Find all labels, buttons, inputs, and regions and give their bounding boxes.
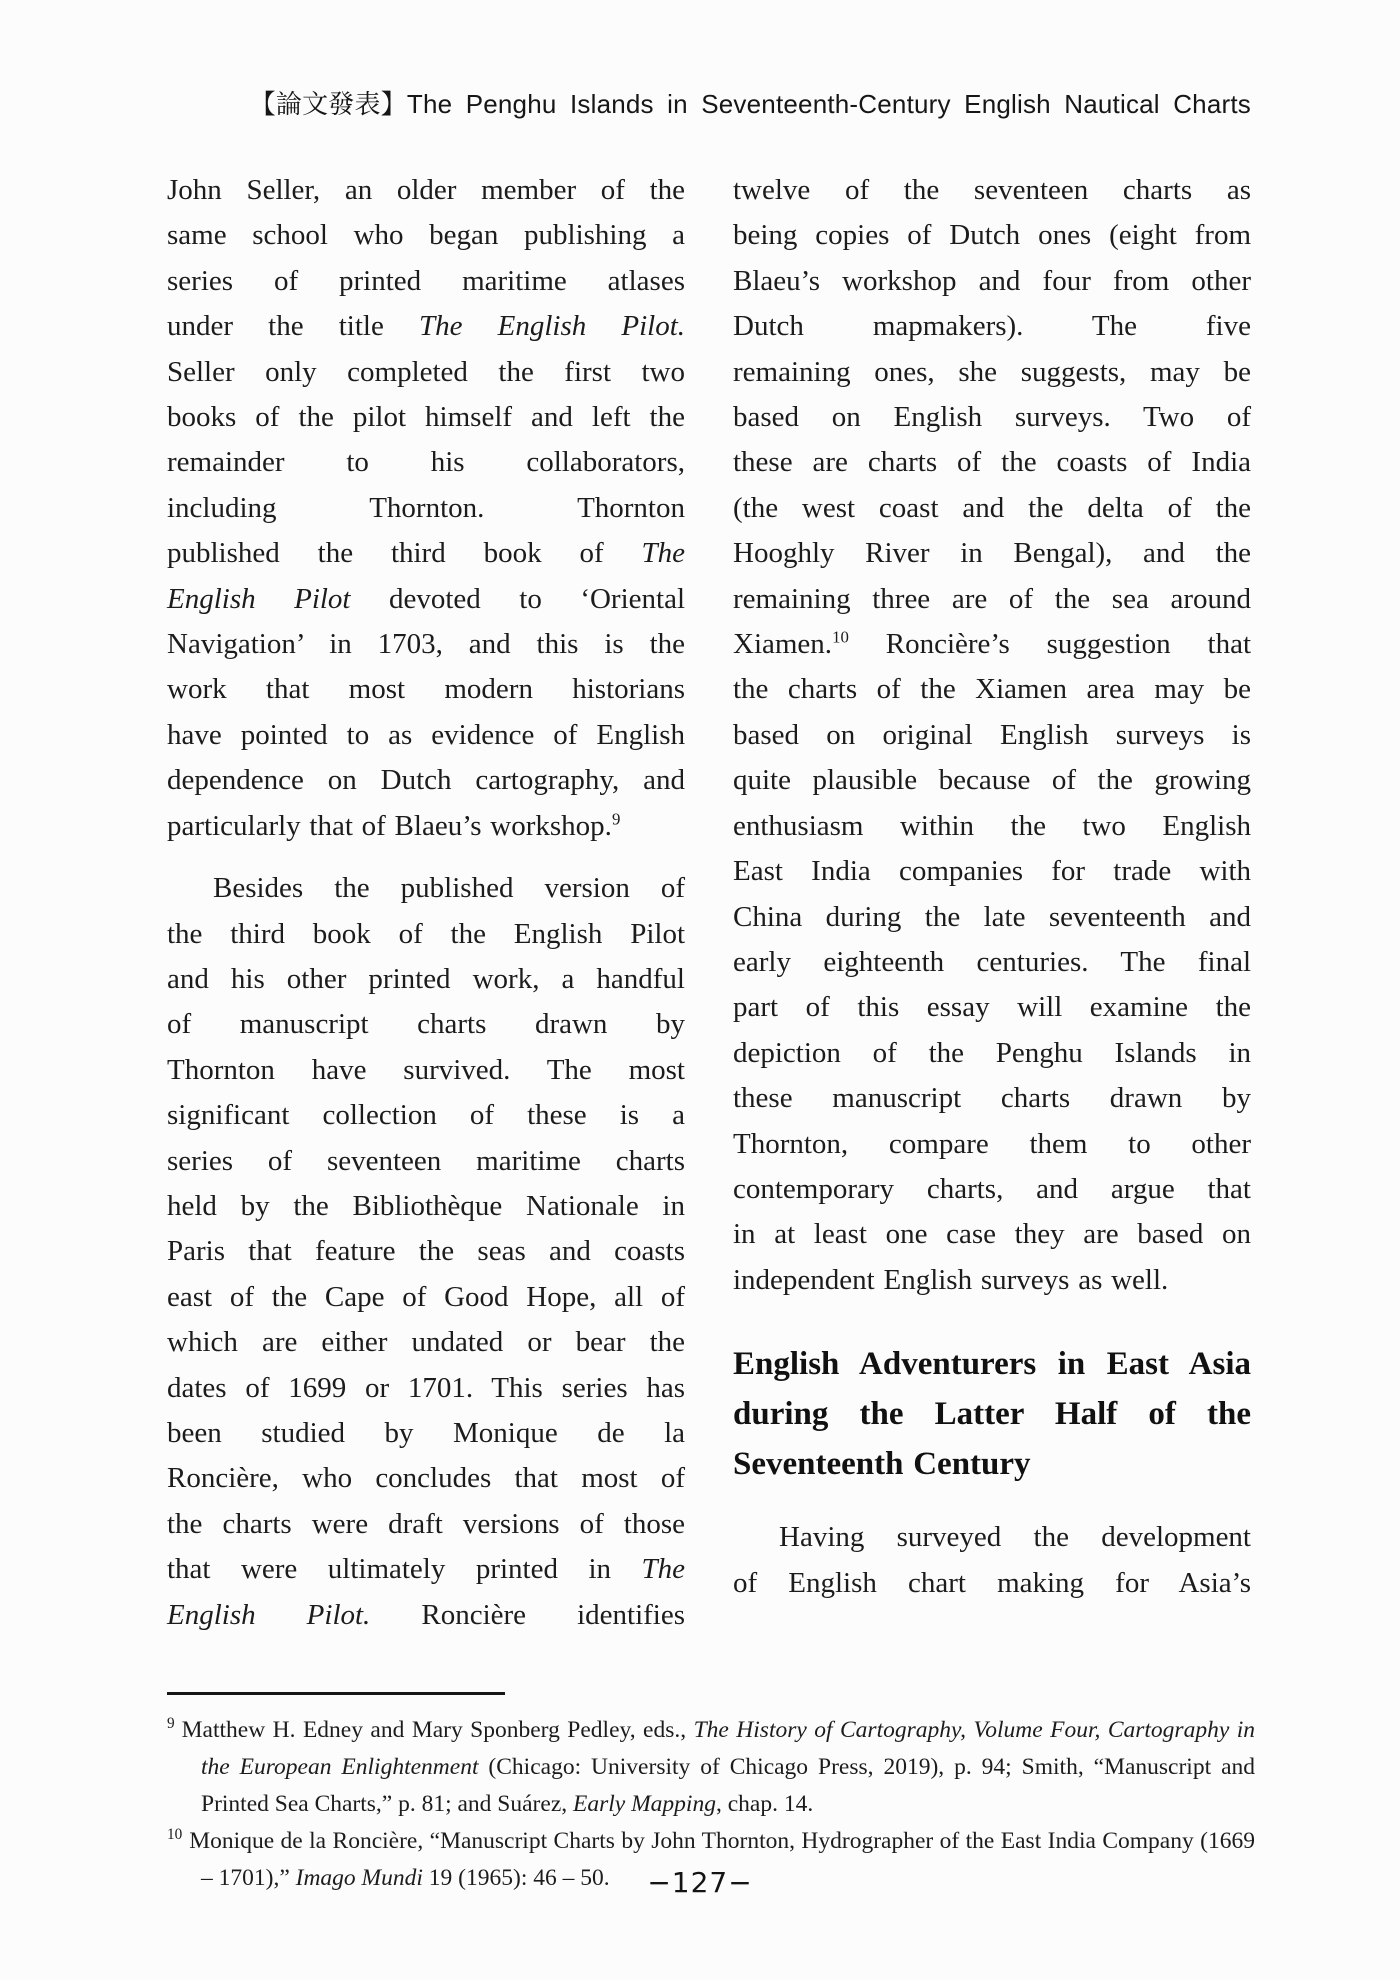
footnote: $^{10}$ Monique de la Roncière, “Manuscript Charts by John Thornton, Hydrographer of the East India Company (1669 – 1701),” Imago Mundi 19 (1965): 46 – 50. xyxy=(167,1826,1255,1891)
text-line: during the Latter Half of the xyxy=(733,1396,1251,1433)
running-head: 【論文發表】The Penghu Islands in Seventeenth-Century English Nautical Charts xyxy=(249,89,1251,119)
text-line: that were ultimately printed in The xyxy=(167,1553,685,1586)
right-column xyxy=(733,168,1251,1638)
footnote-number: 10 xyxy=(167,1826,183,1844)
text-line: particularly that of Blaeu’s workshop.$^9$ xyxy=(167,809,621,842)
text-line: the charts of the Xiamen area may be xyxy=(733,673,1251,706)
text-line: contemporary charts, and argue that xyxy=(733,1172,1251,1205)
text-line: east of the Cape of Good Hope, all of xyxy=(167,1280,685,1313)
text-line: the third book of the English Pilot xyxy=(167,917,685,950)
left-column xyxy=(167,168,685,1638)
text-line: dates of 1699 or 1701. This series has xyxy=(167,1371,685,1404)
text-line: of English chart making for Asia’s xyxy=(733,1566,1251,1599)
text-line: quite plausible because of the growing xyxy=(733,764,1251,797)
text-line: Blaeu’s workshop and four from other xyxy=(733,264,1251,297)
text-line: published the third book of The xyxy=(167,537,685,570)
text-line: China during the late seventeenth and xyxy=(733,900,1251,933)
text-line: being copies of Dutch ones (eight from xyxy=(733,219,1251,252)
text-line: in at least one case they are based on xyxy=(733,1218,1251,1251)
text-line: Seller only completed the first two xyxy=(167,355,685,388)
text-line: work that most modern historians xyxy=(167,673,685,706)
text-line: dependence on Dutch cartography, and xyxy=(167,764,685,797)
text-line: series of printed maritime atlases xyxy=(167,264,685,297)
section-heading xyxy=(733,1339,1251,1489)
text-line: Hooghly River in Bengal), and the xyxy=(733,537,1251,570)
text-line: remainder to his collaborators, xyxy=(167,446,685,479)
text-line: (the west coast and the delta of the xyxy=(733,491,1251,524)
left-column-lines xyxy=(167,168,685,1638)
text-line: these manuscript charts drawn by xyxy=(733,1082,1251,1115)
text-line: have pointed to as evidence of English xyxy=(167,718,685,751)
text-line: Paris that feature the seas and coasts xyxy=(167,1235,685,1268)
two-column-body xyxy=(167,168,1251,1638)
text-line: independent English surveys as well. xyxy=(733,1263,1169,1296)
text-line: significant collection of these is a xyxy=(167,1099,685,1132)
text-line: John Seller, an older member of the xyxy=(167,174,685,206)
text-line: based on English surveys. Two of xyxy=(733,401,1251,434)
text-line: which are either undated or bear the xyxy=(167,1326,685,1359)
text-line: Thornton, compare them to other xyxy=(733,1127,1251,1160)
text-line: depiction of the Penghu Islands in xyxy=(733,1036,1251,1069)
closing-paragraph-lines xyxy=(733,1515,1251,1606)
text-line: Dutch mapmakers). The five xyxy=(733,310,1251,343)
text-line: same school who began publishing a xyxy=(167,219,685,252)
right-column-lines xyxy=(733,168,1251,1303)
text-line: been studied by Monique de la xyxy=(167,1416,685,1449)
text-line: enthusiasm within the two English xyxy=(733,809,1251,842)
text-line: these are charts of the coasts of India xyxy=(733,446,1251,479)
text-line: English Adventurers in East Asia xyxy=(733,1346,1251,1383)
text-line: early eighteenth centuries. The final xyxy=(733,945,1251,978)
text-line: Thornton have survived. The most xyxy=(167,1053,685,1086)
text-line: Besides the published version of xyxy=(213,872,685,905)
text-line: of manuscript charts drawn by xyxy=(167,1008,685,1041)
text-line: East India companies for trade with xyxy=(733,855,1251,888)
text-line: books of the pilot himself and left the xyxy=(167,401,685,434)
page-number: −127− xyxy=(647,1866,753,1899)
text-line: English Pilot. Roncière identifies xyxy=(167,1598,686,1631)
text-line: Xiamen.$^{10}$ Roncière’s suggestion that xyxy=(733,627,1251,661)
footnote: $^9$ Matthew H. Edney and Mary Sponberg Pedley, eds., The History of Cartography, Volume Four, Cartography in the European Enlightenment (Chicago: University of Chicago Press, 2019), p. 94; Smith, “Manuscript and Printed Sea Charts,” p. 81; and Suárez, Early Mapping, chap. 14. xyxy=(167,1715,1255,1817)
text-line: Having surveyed the development xyxy=(779,1521,1251,1554)
footnote-separator xyxy=(167,1692,505,1695)
text-line: held by the Bibliothèque Nationale in xyxy=(167,1189,685,1222)
footnote-number: 9 xyxy=(167,1715,175,1733)
text-line: remaining ones, she suggests, may be xyxy=(733,355,1251,388)
text-line: remaining three are of the sea around xyxy=(733,582,1251,615)
text-line: Roncière, who concludes that most of xyxy=(167,1462,685,1495)
text-line: and his other printed work, a handful xyxy=(167,962,685,995)
text-line: under the title The English Pilot. xyxy=(167,310,686,343)
text-line: based on original English surveys is xyxy=(733,718,1251,751)
text-line: the charts were draft versions of those xyxy=(167,1507,685,1540)
text-line: Navigation’ in 1703, and this is the xyxy=(167,628,685,661)
text-line: including Thornton. Thornton xyxy=(167,491,685,524)
text-line: twelve of the seventeen charts as xyxy=(733,174,1251,206)
text-line: part of this essay will examine the xyxy=(733,991,1251,1024)
text-line: English Pilot devoted to ‘Oriental xyxy=(167,582,686,615)
text-line: series of seventeen maritime charts xyxy=(167,1144,685,1177)
text-line: Seventeenth Century xyxy=(733,1446,1031,1483)
